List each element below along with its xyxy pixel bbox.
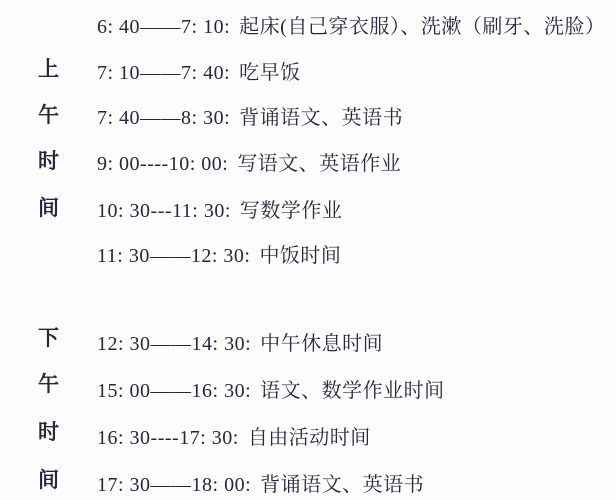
- time-range: 7: 40——8: 30:: [97, 107, 231, 129]
- activity-text: 背诵语文、英语书: [260, 474, 425, 496]
- time-range: 12: 30——14: 30:: [97, 333, 252, 355]
- schedule-row-recite-evening: [97, 473, 424, 497]
- schedule-row-free-time: [97, 426, 371, 450]
- activity-text: 语文、数学作业时间: [260, 380, 445, 402]
- schedule-row-homework-chinese-english: [97, 152, 401, 176]
- activity-text: 中饭时间: [259, 245, 342, 267]
- time-range: 10: 30---11: 30:: [97, 200, 231, 222]
- morning-label-char-shang: 上: [38, 57, 59, 81]
- schedule-row-lunch: [97, 244, 341, 268]
- afternoon-label-char-wu: 午: [38, 372, 59, 396]
- afternoon-label-char-xia: 下: [38, 326, 59, 350]
- morning-label-char-wu: 午: [38, 103, 59, 127]
- schedule-row-afternoon-homework: [97, 379, 445, 403]
- schedule-row-wakeup: [97, 15, 605, 39]
- morning-label-char-jian: 间: [38, 196, 59, 220]
- activity-text: 写语文、英语作业: [237, 153, 402, 175]
- time-range: 17: 30——18: 00:: [97, 474, 252, 496]
- schedule-row-breakfast: [97, 61, 301, 85]
- activity-text: 中午休息时间: [260, 333, 384, 355]
- time-range: 16: 30----17: 30:: [97, 427, 239, 449]
- time-range: 15: 00——16: 30:: [97, 380, 252, 402]
- afternoon-label-char-shi: 时: [38, 420, 59, 444]
- activity-text: 吃早饭: [239, 62, 301, 84]
- activity-text: 写数学作业: [239, 200, 343, 222]
- time-range: 7: 10——7: 40:: [97, 62, 231, 84]
- activity-text: 自由活动时间: [247, 427, 371, 449]
- time-range: 6: 40——7: 10:: [97, 16, 231, 38]
- afternoon-label-char-jian: 间: [38, 468, 59, 492]
- morning-label-char-shi: 时: [38, 149, 59, 173]
- activity-text: 起床(自己穿衣服）、洗漱（刷牙、洗脸）: [239, 16, 606, 38]
- schedule-row-noon-rest: [97, 332, 383, 356]
- time-range: 9: 00----10: 00:: [97, 153, 229, 175]
- schedule-row-recite-morning: [97, 106, 403, 130]
- activity-text: 背诵语文、英语书: [239, 107, 404, 129]
- schedule-row-homework-math: [97, 199, 342, 223]
- time-range: 11: 30——12: 30:: [97, 245, 251, 267]
